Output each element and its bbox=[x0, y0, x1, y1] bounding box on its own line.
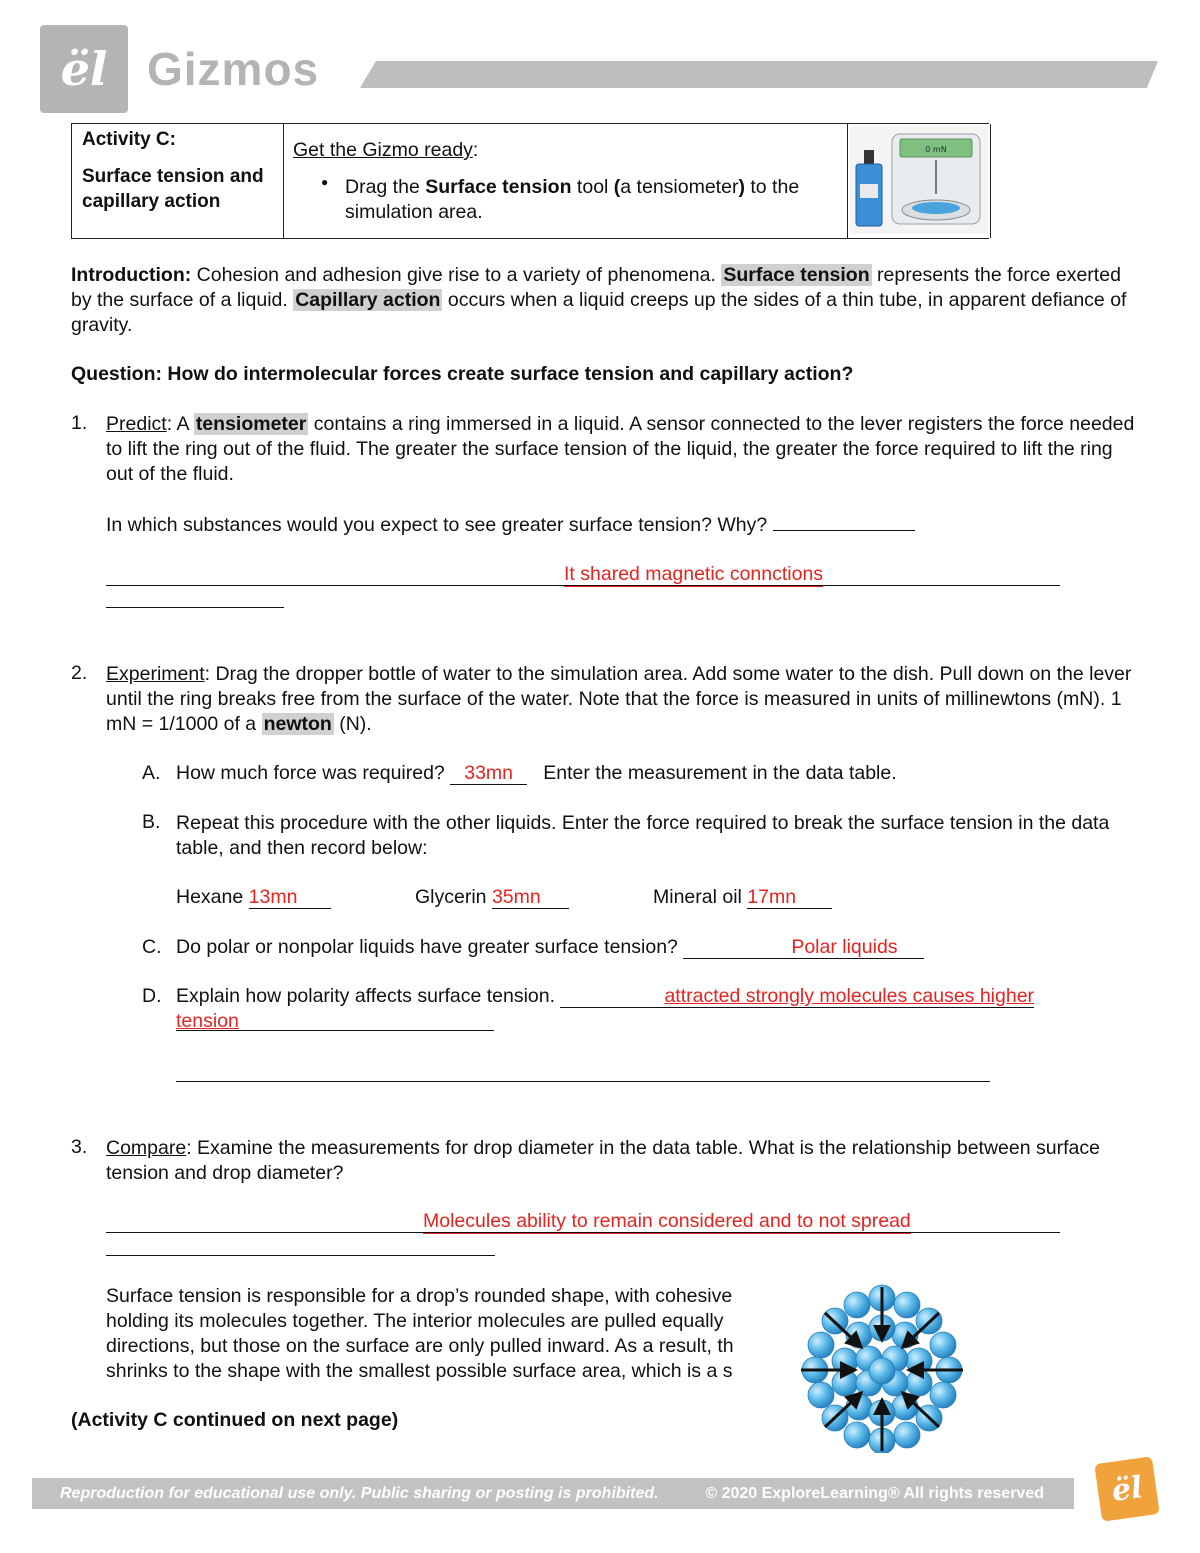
term-surface-tension: Surface tension bbox=[723, 264, 870, 286]
get-ready-heading: Get the Gizmo ready: bbox=[293, 139, 479, 161]
q1-answer-line-2[interactable] bbox=[106, 607, 284, 608]
mineral-oil-blank[interactable]: 17mn bbox=[747, 886, 832, 909]
q2a-line: How much force was required? 33mn Enter the measurement in the data table. bbox=[176, 762, 897, 784]
glycerin-entry: Glycerin 35mn bbox=[415, 886, 569, 909]
continued-note: (Activity C continued on next page) bbox=[71, 1409, 399, 1431]
drop-molecule-diagram bbox=[797, 1283, 967, 1453]
q3-paragraph: Compare: Examine the measurements for drop diameter in the data table. What is the relationship between surface tension and drop diameter? bbox=[106, 1137, 1100, 1184]
q2a-answer: 33mn bbox=[464, 762, 513, 784]
brand-title: Gizmos bbox=[147, 43, 320, 95]
q1-answer-line[interactable] bbox=[106, 563, 1060, 586]
q2c-answer: Polar liquids bbox=[791, 936, 898, 958]
explorelearning-logo: ël bbox=[1094, 1456, 1160, 1522]
q3-answer: Molecules ability to remain considered and to not spread bbox=[423, 1210, 911, 1232]
q2d-answer-blank[interactable] bbox=[560, 985, 1034, 1008]
q2c-letter: C. bbox=[142, 936, 162, 958]
q2d-line: Explain how polarity affects surface tension. attracted strongly molecules causes higher bbox=[176, 985, 1035, 1007]
activity-title-cell bbox=[71, 124, 284, 238]
glycerin-blank[interactable]: 35mn bbox=[492, 886, 569, 909]
gizmos-logo: ël bbox=[40, 25, 128, 113]
footer-bar bbox=[32, 1478, 1074, 1509]
term-capillary-action: Capillary action bbox=[295, 289, 441, 311]
q2b-letter: B. bbox=[142, 811, 161, 833]
q2-number: 2. bbox=[71, 662, 88, 684]
introduction-paragraph: Introduction: Cohesion and adhesion give rise to a variety of phenomena. Surface tension represents the force exerted by the surface of a liquid. Capillary action occurs when a liquid creeps up the sides of a thin tube, in apparent defiance of gravity. bbox=[71, 264, 1127, 336]
term-tensiometer: tensiometer bbox=[195, 413, 307, 435]
q2a-answer-blank[interactable] bbox=[450, 762, 527, 785]
question-heading: Question: How do intermolecular forces create surface tension and capillary action? bbox=[71, 363, 854, 385]
activity-instructions-cell bbox=[283, 124, 846, 238]
hexane-entry: Hexane 13mn bbox=[176, 886, 331, 909]
footer-copyright: © 2020 ExploreLearning® All rights reserved bbox=[705, 1484, 1044, 1502]
q2d-letter: D. bbox=[142, 985, 162, 1007]
q2b-text: Repeat this procedure with the other liquids. Enter the force required to break the surface tension in the data table, and then record below: bbox=[176, 812, 1110, 859]
q3-answer-line[interactable] bbox=[106, 1210, 1060, 1233]
term-newton: newton bbox=[263, 713, 332, 735]
q2-paragraph: Experiment: Drag the dropper bottle of water to the simulation area. Add some water to the dish. Pull down on the lever until the ring breaks free from the surface of the water. Note that the force is measured in units of millinewtons (mN). 1 mN = 1/1000 of a newton (N). bbox=[106, 663, 1132, 735]
q2d-answer: attracted strongly molecules causes higher bbox=[664, 985, 1035, 1007]
activity-table bbox=[71, 123, 989, 239]
q1-prompt: In which substances would you expect to see greater surface tension? Why? bbox=[106, 512, 915, 537]
q2d-answer-line-3[interactable] bbox=[176, 1081, 990, 1082]
svg-text:0 mN: 0 mN bbox=[925, 145, 947, 154]
mineral-oil-entry: Mineral oil 17mn bbox=[653, 886, 832, 909]
hexane-blank[interactable]: 13mn bbox=[249, 886, 332, 909]
q2a-letter: A. bbox=[142, 762, 161, 784]
q2c-answer-blank[interactable] bbox=[683, 936, 923, 959]
tensiometer-image bbox=[848, 124, 990, 236]
activity-title: Activity C: bbox=[82, 129, 176, 150]
q1-number: 1. bbox=[71, 412, 88, 434]
header-bar bbox=[360, 61, 1158, 88]
bullet-text: Drag the Surface tension tool (a tensiometer) to the simulation area. bbox=[345, 176, 800, 223]
activity-subtitle: Surface tension and capillary action bbox=[82, 166, 264, 212]
q1-paragraph: Predict: A tensiometer contains a ring immersed in a liquid. A sensor connected to the lever registers the force needed to lift the ring out of the fluid. The greater the surface tension of the liquid, the greater the force required to lift the ring out of the fluid. bbox=[106, 413, 1135, 485]
drop-shape-paragraph: Surface tension is responsible for a drop’s rounded shape, with cohesive holding its molecules together. The interior molecules are pulled equally directions, but those on the surface are only pulled inward. As a result, th shrinks to the shape with the smallest possible surface area, which is a s bbox=[106, 1285, 734, 1382]
q2d-answer-line-2[interactable]: tension bbox=[176, 1010, 494, 1031]
q3-number: 3. bbox=[71, 1136, 88, 1158]
q3-answer-line-2[interactable] bbox=[106, 1255, 495, 1256]
footer-disclaimer: Reproduction for educational use only. Public sharing or posting is prohibited. bbox=[60, 1484, 659, 1502]
tensiometer-image-cell bbox=[847, 124, 991, 238]
q2c-line: Do polar or nonpolar liquids have greater surface tension? Polar liquids bbox=[176, 936, 924, 959]
q1-blank[interactable] bbox=[773, 512, 915, 531]
bullet-icon: ● bbox=[321, 175, 329, 189]
q1-answer: It shared magnetic connctions bbox=[564, 563, 824, 585]
